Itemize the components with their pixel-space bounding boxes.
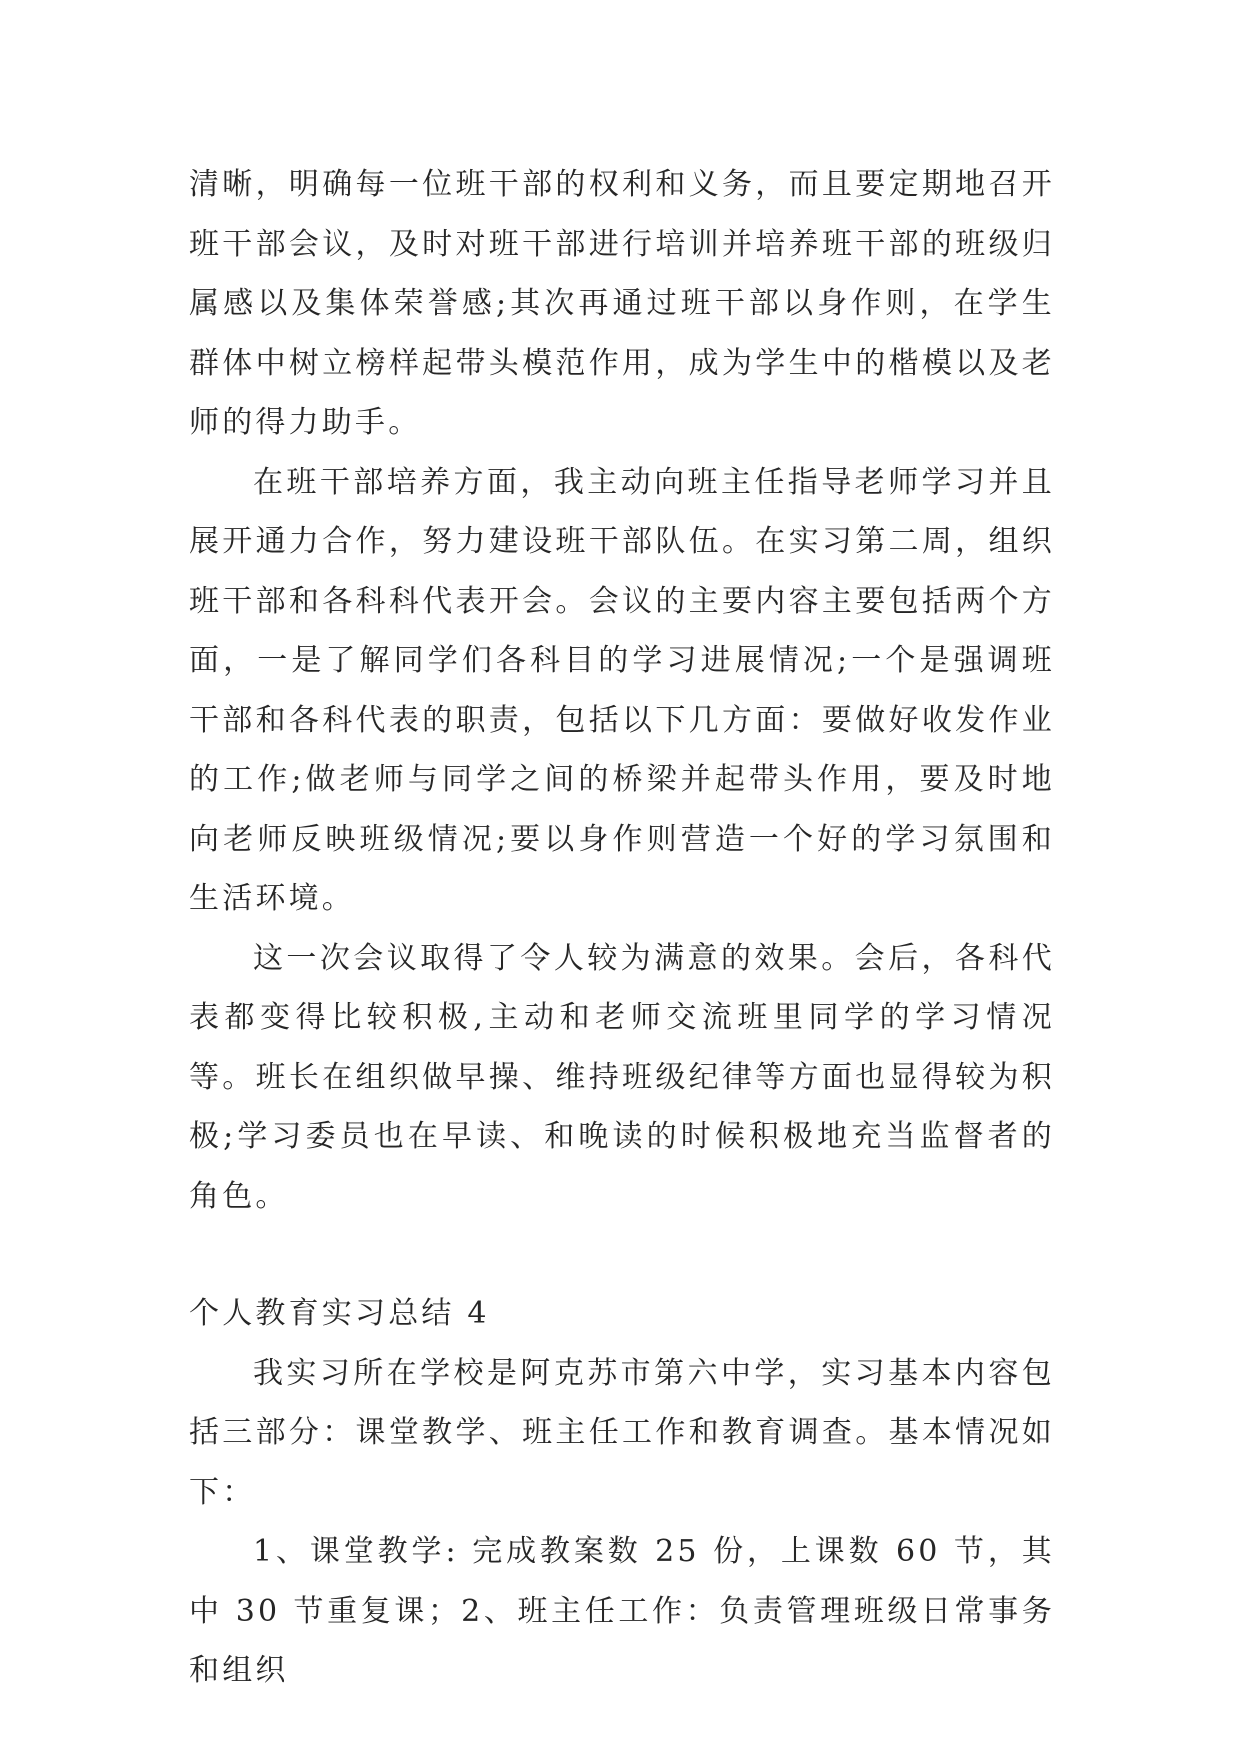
document-body (189, 155, 1055, 1701)
paragraph-internship-school: 我实习所在学校是阿克苏市第六中学，实习基本内容包括三部分：课堂教学、班主任工作和教育调查。基本情况如下： (189, 1355, 1055, 1510)
paragraph-classroom-teaching: 1、课堂教学: 完成教案数 25 份，上课数 60 节，其中 30 节重复课；2、班主任工作：负责管理班级日常事务和组织 (189, 1534, 1055, 1688)
paragraph-continuation: 清晰，明确每一位班干部的权利和义务，而且要定期地召开班干部会议，及时对班干部进行培训并培养班干部的班级归属感以及集体荣誉感;其次再通过班干部以身作则，在学生群体中树立榜样起带头模范作用，成为学生中的楷模以及老师的得力助手。 (189, 167, 1055, 440)
paragraph-class-cadre-training: 在班干部培养方面，我主动向班主任指导老师学习并且展开通力合作，努力建设班干部队伍。在实习第二周，组织班干部和各科科代表开会。会议的主要内容主要包括两个方面，一是了解同学们各科目的学习进展情况;一个是强调班干部和各科代表的职责，包括以下几方面：要做好收发作业的工作;做老师与同学之间的桥梁并起带头作用，要及时地向老师反映班级情况;要以身作则营造一个好的学习氛围和生活环境。 (189, 464, 1055, 916)
section-heading: 个人教育实习总结 4 (189, 1296, 490, 1331)
paragraph-meeting-results: 这一次会议取得了令人较为满意的效果。会后，各科代表都变得比较积极,主动和老师交流班里同学的学习情况等。班长在组织做早操、维持班级纪律等方面也显得较为积极;学习委员也在早读、和晚读的时候积极地充当监督者的角色。 (189, 940, 1055, 1214)
